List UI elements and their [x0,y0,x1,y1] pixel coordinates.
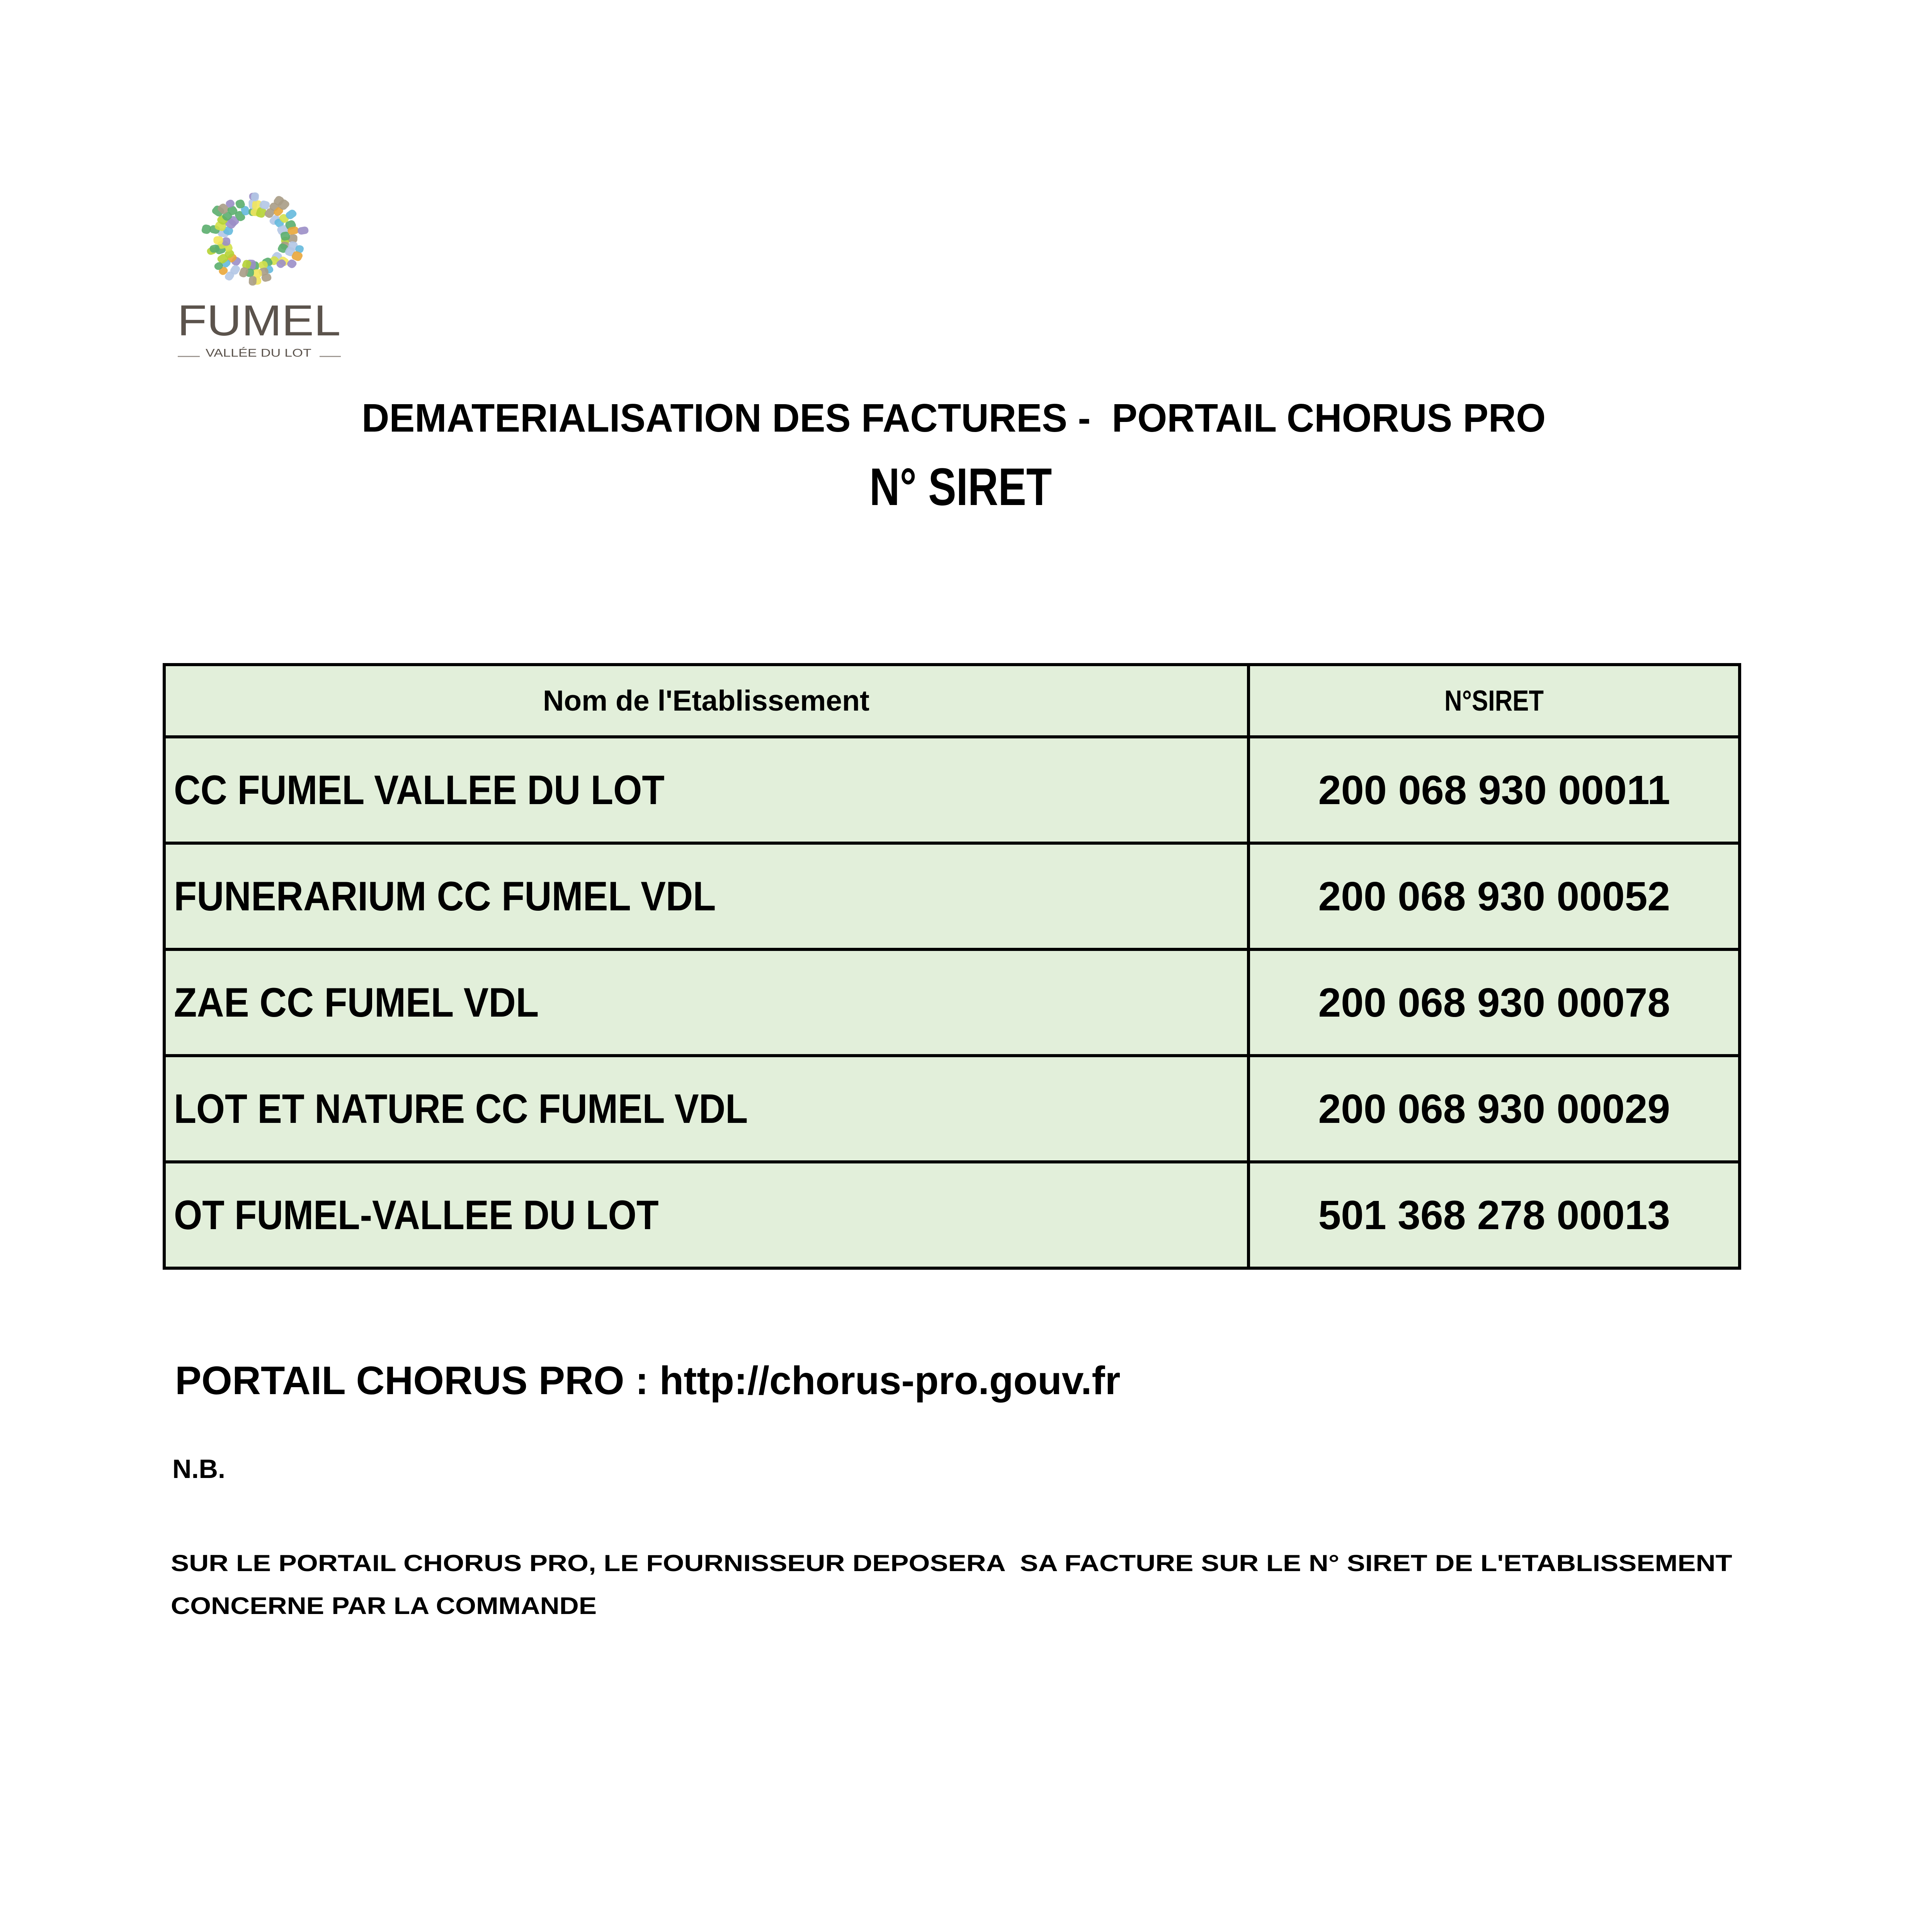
logo-name-text [177,296,341,345]
establishment-name-cell [166,738,1250,842]
siret-table [163,663,1741,1270]
fumel-logo [170,182,352,367]
portal-line-text [175,1358,1121,1403]
table-row [166,845,1738,951]
table-row [166,1057,1738,1163]
establishment-name: FUNERARIUM CC FUMEL VDL [174,873,716,919]
portal-url-link[interactable]: http://chorus-pro.gouv.fr [659,1358,1121,1403]
column-header-label: Nom de l'Etablissement [543,684,870,717]
siret-cell [1250,845,1738,948]
siret-number: 501 368 278 00013 [1318,1192,1670,1238]
establishment-name-cell [166,845,1250,948]
page-subtitle-text: N° SIRET [869,457,1052,517]
column-header-label: N°SIRET [1444,684,1544,717]
column-header-siret [1250,666,1738,735]
logo-tagline: VALLÉE DU LOT [206,347,311,359]
logo-sunburst-icon [196,185,312,297]
table-header-row [166,666,1738,738]
column-header-establishment [166,666,1250,735]
logo-dash-left [178,356,200,357]
logo-tagline-text [206,347,311,359]
page-subtitle [869,457,1099,517]
establishment-name-cell [166,1163,1250,1267]
logo-name: FUMEL [177,296,341,345]
portal-label: PORTAIL CHORUS PRO : [175,1358,660,1403]
siret-cell [1250,1057,1738,1160]
establishment-name-cell [166,1057,1250,1160]
logo-dash-right [320,356,341,357]
siret-number: 200 068 930 00078 [1318,980,1670,1026]
logo-petal [248,276,257,286]
siret-number: 200 068 930 00011 [1318,767,1670,813]
page-title [362,398,1595,438]
logo-petal [213,236,223,245]
nb-text-line [171,1593,597,1619]
siret-cell [1250,738,1738,842]
nb-text: SUR LE PORTAIL CHORUS PRO, LE FOURNISSEUR DEPOSERA SA FACTURE SUR LE N° SIRET DE L'ETABLISSEMENT [171,1550,1732,1576]
table-row [166,738,1738,845]
establishment-name: CC FUMEL VALLEE DU LOT [174,767,665,813]
table-row [166,951,1738,1057]
nb-text-line [171,1550,1732,1576]
nb-text: CONCERNE PAR LA COMMANDE [171,1593,597,1619]
establishment-name: ZAE CC FUMEL VDL [174,979,539,1026]
establishment-name: OT FUMEL-VALLEE DU LOT [174,1192,659,1238]
nb-heading-text: N.B. [172,1454,225,1484]
logo-petal [222,237,230,246]
siret-cell [1250,951,1738,1054]
page-title-text: DEMATERIALISATION DES FACTURES - PORTAIL CHORUS PRO [362,396,1546,440]
logo-petal [201,224,212,235]
logo-sunburst-group [201,192,309,286]
establishment-name: LOT ET NATURE CC FUMEL VDL [174,1085,748,1132]
portal-line [175,1358,1126,1403]
table-row [166,1163,1738,1267]
siret-number: 200 068 930 00052 [1318,873,1670,919]
establishment-name-cell [166,951,1250,1054]
siret-cell [1250,1163,1738,1267]
nb-heading [172,1456,226,1482]
logo-petal [297,226,309,235]
siret-number: 200 068 930 00029 [1318,1086,1670,1132]
